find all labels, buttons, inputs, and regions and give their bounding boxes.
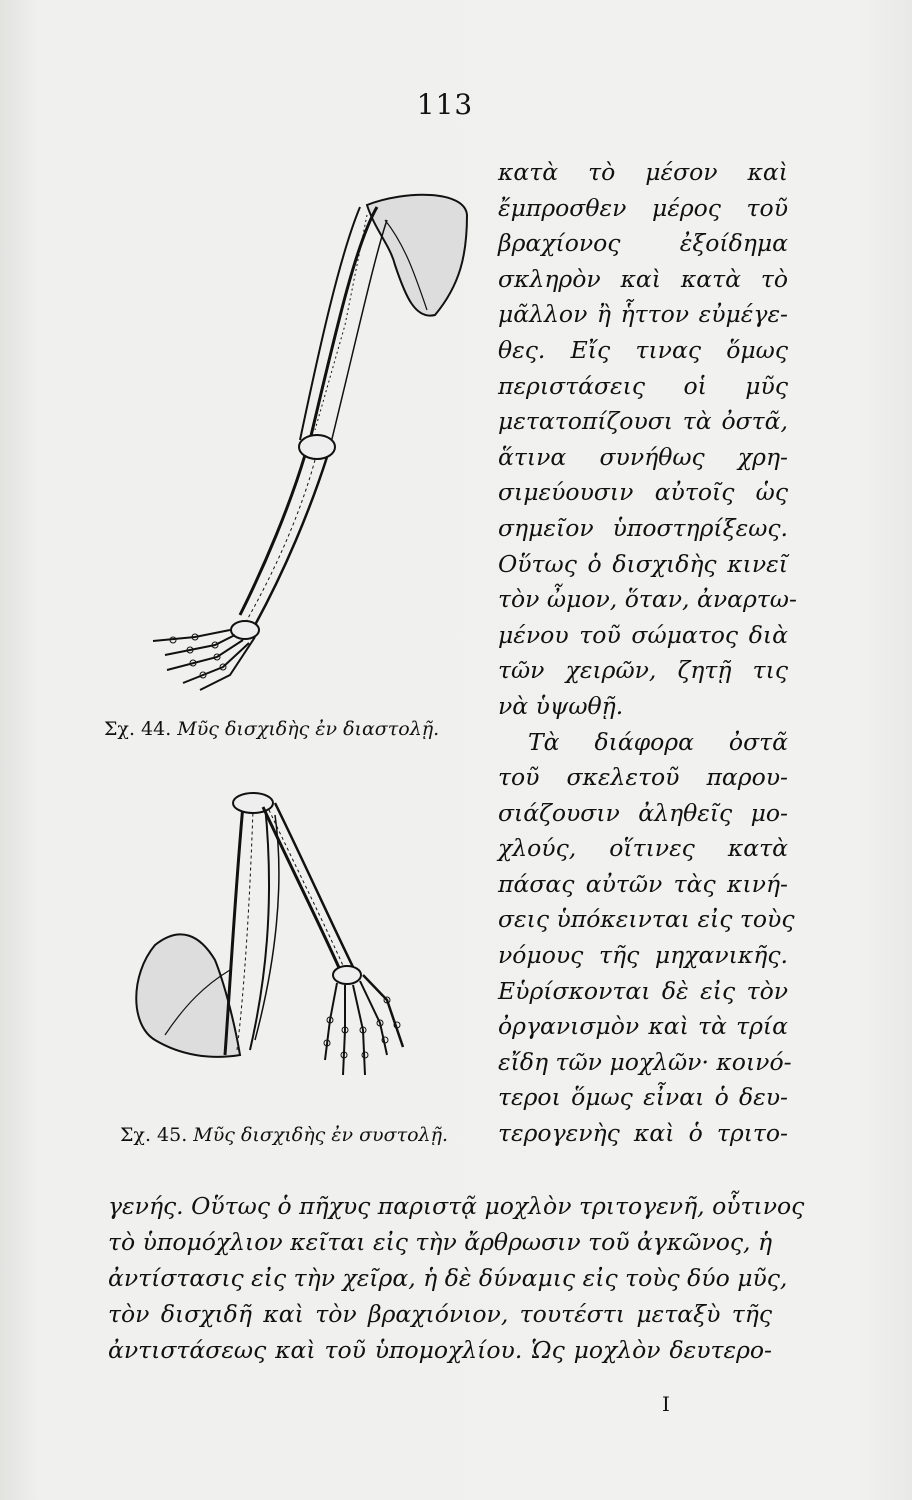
figure-45-text: Μῦς δισχιδὴς ἐν συστολῇ. bbox=[193, 1124, 448, 1146]
text-line: κατὰ τὸ μέσον καὶ bbox=[498, 158, 788, 186]
text-line: τοῦ σκελετοῦ παρου- bbox=[498, 763, 788, 792]
text-line: γενής. Οὕτως ὁ πῆχυς παριστᾷ μοχλὸν τριτογενῆ, οὗτινος bbox=[108, 1192, 805, 1220]
figure-44-text: Μῦς δισχιδὴς ἐν διαστολῇ. bbox=[177, 718, 440, 740]
text-line: θες. Εἴς τινας ὅμως bbox=[498, 335, 788, 364]
text-line: μετατοπίζουσι τὰ ὀστᾶ, bbox=[498, 407, 788, 436]
text-line: εἴδη τῶν μοχλῶν· κοινό- bbox=[498, 1047, 792, 1076]
text-line: μένου τοῦ σώματος διὰ bbox=[498, 620, 788, 649]
text-line: ἀντίστασις εἰς τὴν χεῖρα, ἡ δὲ δύναμις εἰς τοὺς δύο μῦς, bbox=[108, 1264, 788, 1292]
text-line: τὸν δισχιδῆ καὶ τὸν βραχιόνιον, τουτέστι μεταξὺ τῆς bbox=[108, 1300, 772, 1328]
text-line: νὰ ὑψωθῇ. bbox=[498, 691, 624, 720]
text-line: περιστάσεις οἱ μῦς bbox=[498, 371, 788, 400]
figure-44-caption bbox=[104, 718, 439, 740]
figure-44-label: Σχ. 44. bbox=[104, 718, 172, 740]
text-line: σεις ὑπόκεινται εἰς τοὺς bbox=[498, 905, 795, 934]
text-line: σημεῖον ὑποστηρίξεως. bbox=[498, 513, 788, 542]
text-line: σιάζουσιν ἀληθεῖς μο- bbox=[498, 798, 788, 827]
bottom-paragraph bbox=[108, 1188, 805, 1368]
right-column-text bbox=[498, 155, 797, 1152]
figure-44-arm-extended bbox=[105, 185, 485, 715]
text-line: τὸν ὦμον, ὅταν, ἀναρτω- bbox=[498, 585, 797, 614]
figure-45-arm-contracted bbox=[125, 785, 425, 1115]
text-line: ὀργανισμὸν καὶ τὰ τρία bbox=[498, 1012, 788, 1041]
text-line: σιμεύουσιν αὐτοῖς ὡς bbox=[498, 478, 788, 507]
text-line: ἔμπροσθεν μέρος τοῦ bbox=[498, 193, 788, 222]
text-line: τεροι ὅμως εἶναι ὁ δευ- bbox=[498, 1083, 788, 1112]
text-line: Οὕτως ὁ δισχιδὴς κινεῖ bbox=[498, 549, 788, 578]
text-line: νόμους τῆς μηχανικῆς. bbox=[498, 941, 788, 970]
text-line: ἅτινα συνήθως χρη- bbox=[498, 442, 788, 471]
text-line: τῶν χειρῶν, ζητῇ τις bbox=[498, 656, 788, 685]
text-line: Τὰ διάφορα ὀστᾶ bbox=[528, 727, 788, 756]
text-line: τερογενὴς καὶ ὁ τριτο- bbox=[498, 1119, 788, 1148]
text-line: Εὑρίσκονται δὲ εἰς τὸν bbox=[498, 976, 788, 1005]
page-number: 113 bbox=[416, 88, 474, 121]
text-line: σκληρὸν καὶ κατὰ τὸ bbox=[498, 264, 788, 293]
text-line: χλούς, οἵτινες κατὰ bbox=[498, 834, 788, 863]
text-line: πάσας αὐτῶν τὰς κινή- bbox=[498, 869, 788, 898]
text-line: μᾶλλον ἢ ἧττον εὐμέγε- bbox=[498, 300, 788, 329]
signature-mark: I bbox=[662, 1392, 670, 1416]
figure-45-label: Σχ. 45. bbox=[120, 1124, 188, 1146]
text-line: τὸ ὑπομόχλιον κεῖται εἰς τὴν ἄρθρωσιν τοῦ ἀγκῶνος, ἡ bbox=[108, 1228, 773, 1256]
figure-45-caption bbox=[120, 1124, 448, 1146]
text-line: ἀντιστάσεως καὶ τοῦ ὑπομοχλίου. Ὡς μοχλὸν δευτερο- bbox=[108, 1336, 772, 1364]
text-line: βραχίονος ἐξοίδημα bbox=[498, 229, 788, 258]
